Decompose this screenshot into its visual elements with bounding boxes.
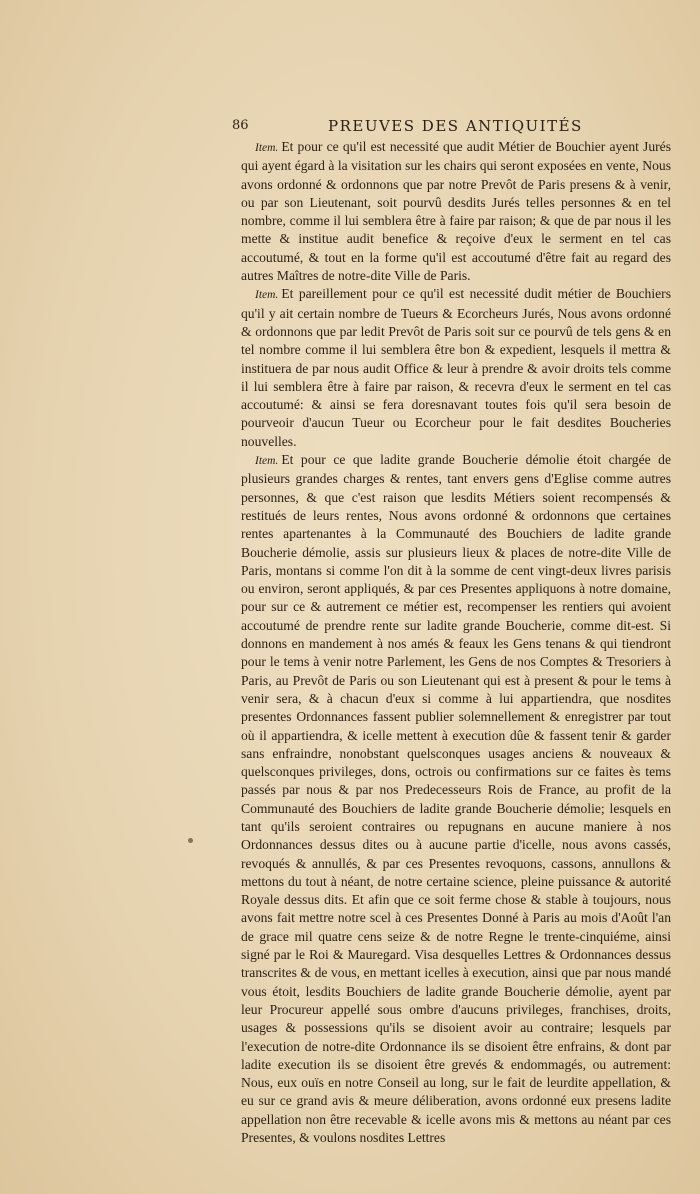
running-head: PREUVES DES ANTIQUITÉS [328,117,583,135]
body-text [241,138,671,1147]
paragraph-lead: Item. [255,289,279,302]
paragraph [241,138,671,285]
paragraph-text: Et pareillement pour ce qu'il est necessité dudit métier de Bouchiers qu'il y ait certain nombre de Tueurs & Ecorcheurs Jurés, Nous avons ordonné & ordonnons que par ledit Prevôt de Paris soit sur ce pourvû de tels gens & en tel nombre comme il lui semblera être bon & expedient, lesquels il mettra & instituera de par nous audit Office & leur à prendre & avoir droits tels comme il lui semblera être à faire par raison, & recevra d'eux le serment en tel cas accoutumé: & ainsi se fera doresnavant toutes fois qu'il sera besoin de pourveoir d'aucun Tueur ou Ecorcheur pour le fait desdites Boucheries nouvelles. [241,286,671,449]
ink-spot [188,838,193,843]
paragraph-lead: Item. [255,455,279,468]
paragraph-lead: Item. [255,142,279,154]
paragraph-text: Et pour ce que ladite grande Boucherie démolie étoit chargée de plusieurs grandes charges & rentes, tant envers gens d'Eglise comme autres personnes, & que c'est raison que lesdits Métiers soient recompensés & restitués de leurs rentes, Nous avons ordonné & ordonnons que certaines rentes apartenantes à la Communauté des Bouchiers de ladite grande Boucherie démolie, assis sur plusieurs lieux & places de notre-dite Ville de Paris, montans si comme l'on dit à la somme de cent vingt-deux livres parisis ou environ, seront appliqués, & par ces Presentes appliquons à notre domaine, pour sur ce & autrement ce métier est, recompenser les rentiers qui avoient accoutumé de prendre rente sur ladite grande Boucherie, comme dit-est. Si donnons en mandement à nos amés & feaux les Gens tenans & qui tiendront pour le tems à venir notre Parlement, les Gens de nos Comptes & Tresoriers à Paris, au Prevôt de Paris ou son Lieutenant qui est à present & pour le tems à venir sera, & à chacun d'eux si comme à lui appartiendra, que nosdites presentes Ordonnances fassent publier solemnellement & enregistrer par tout où il appartiendra, & icelle mettent à execution dûe & fassent tenir & garder sans enfraindre, nonobstant quelsconques usages anciens & nouveaux & quelsconques privileges, dons, octrois ou confirmations sur ce faites ès tems passés par nous & par nos Predecesseurs Rois de France, au profit de la Communauté des Bouchiers de ladite grande Boucherie démolie; lesquels en tant qu'ils seroient contraires ou repugnans en aucune maniere à nos Ordonnances dessus dites ou à aucune partie d'icelle, nous avons cassés, revoqués & annullés, & par ces Presentes revoquons, cassons, annullons & mettons du tout à néant, de notre certaine science, pleine puissance & autorité Royale dessus dits. Et afin que ce soit ferme chose & stable à toujours, nous avons fait mettre notre scel à ces Presentes Donné à Paris au mois d'Août l'an de grace mil quatre cens seize & de notre Regne le trente-cinquiéme, ainsi signé par le Roi & Mauregard. Visa desquelles Lettres & Ordonnances dessus transcrites & de vous, en mettant icelles à execution, ainsi que par nous mandé vous étoit, lesdits Bouchiers de ladite grande Boucherie démolie, ayent par leur Procureur appellé sous ombre d'aucuns privileges, franchises, droits, usages & possessions qu'ils se disoient avoir au contraire; lesquels par l'execution de notre-dite Ordonnance ils se disoient être enfrains, & dont par ladite execution ils se disoient être grevés & endommagés, ou autrement: Nous, eux ouïs en notre Conseil au long, sur le fait de leurdite appellation, & eu sur ce grand avis & meure déliberation, avons ordonné eux presens ladite appellation non être recevable & icelle avons mis & mettons au néant par ces Presentes, & voulons nosdites Lettres [241,452,671,1146]
paragraph [241,285,671,451]
paragraph-text: Et pour ce qu'il est necessité que audit Métier de Bouchier ayent Jurés qui ayent égard à la visitation sur les chairs qui seront exposées en vente, Nous avons ordonné & ordonnons que par notre Prevôt de Paris presens & à venir, ou par son Lieutenant, soit pourvû desdits Jurés telles personnes & en tel nombre, comme il lui semblera être à faire par raison; & que de par nous il les mette & institue audit benefice & reçoive d'eux le serment en tel cas accoutumé, & tout en la forme qu'il est accoutumé d'être fait au regard des autres Maîtres de notre-dite Ville de Paris. [241,139,671,284]
page-number: 86 [232,118,249,133]
paragraph [241,451,671,1147]
